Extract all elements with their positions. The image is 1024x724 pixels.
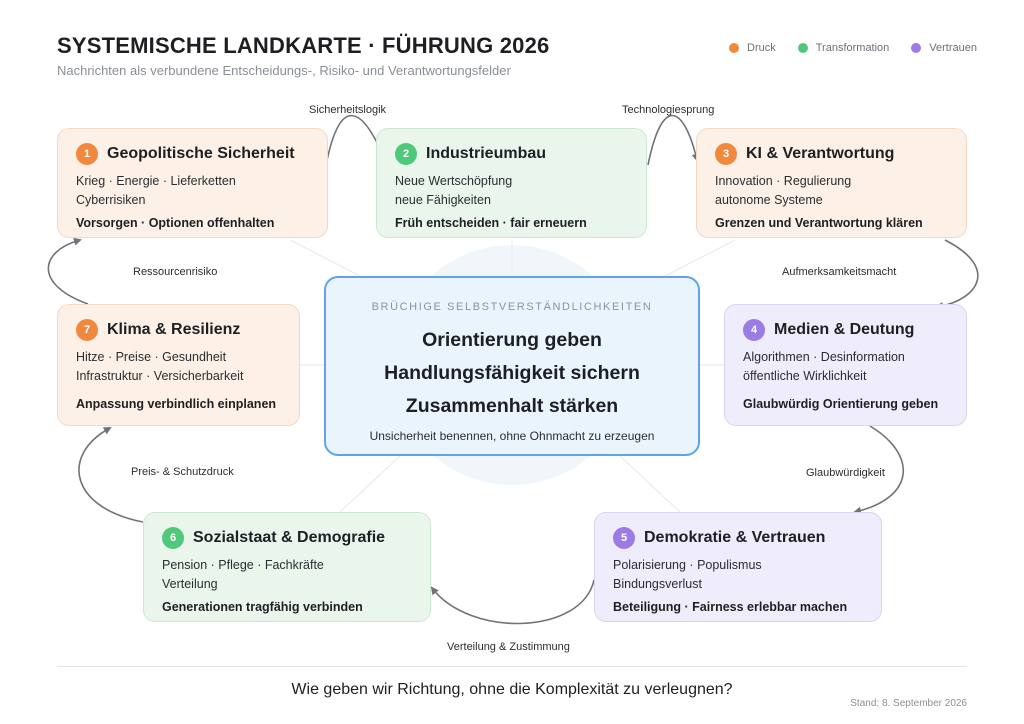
legend-label-vertrauen: Vertrauen [929, 42, 977, 54]
card-topic-line: Innovation · Regulierung [715, 174, 852, 188]
page-title: SYSTEMISCHE LANDKARTE · FÜHRUNG 2026 [57, 33, 550, 58]
card-action: Anpassung verbindlich einplanen [76, 397, 277, 411]
card-title: Sozialstaat & Demografie [193, 529, 386, 546]
arrow-c7-c1 [48, 240, 88, 304]
card-topic-line: autonome Systeme [715, 193, 823, 207]
center-line: Handlungsfähigkeit sichern [384, 362, 640, 384]
center-line: Orientierung geben [422, 329, 602, 351]
card-title: Medien & Deutung [774, 321, 915, 338]
connection-label-technologiesprung: Technologiesprung [622, 104, 715, 116]
center-line: Zusammenhalt stärken [405, 395, 619, 417]
connection-label-aufmerksamkeitsmacht: Aufmerksamkeitsmacht [782, 266, 897, 278]
card-title: Industrieumbau [426, 145, 547, 162]
arrow-c5-c6 [432, 580, 594, 623]
card-topic-line: Polarisierung · Populismus [613, 558, 762, 572]
card-topic-line: Infrastruktur · Versicherbarkeit [76, 369, 244, 383]
card-topic-line: Neue Wertschöpfung [395, 174, 513, 188]
card-action: Glaubwürdig Orientierung geben [743, 397, 939, 411]
card-topic-line: Krieg · Energie · Lieferketten [76, 174, 236, 188]
legend-label-druck: Druck [747, 42, 776, 54]
guiding-question: Wie geben wir Richtung, ohne die Komplexität zu verleugnen? [291, 681, 733, 698]
card-title: Demokratie & Vertrauen [644, 529, 826, 546]
card-title: Geopolitische Sicherheit [107, 145, 295, 162]
card-geopolitische-sicherheit[interactable] [57, 128, 328, 238]
card-action: Grenzen und Verantwortung klären [715, 216, 923, 230]
card-topic-line: Verteilung [162, 577, 218, 591]
card-medien-deutung[interactable] [724, 304, 967, 426]
card-topic-line: Pension · Pflege · Fachkräfte [162, 558, 324, 572]
connection-label-glaubwuerdigkeit: Glaubwürdigkeit [806, 467, 885, 479]
card-demokratie-vertrauen[interactable] [594, 512, 882, 622]
card-title: KI & Verantwortung [746, 145, 895, 162]
card-action: Vorsorgen · Optionen offenhalten [76, 216, 275, 230]
arrow-c2-c3 [648, 116, 697, 165]
card-number-badge: 3 [715, 143, 737, 165]
card-topic-line: Hitze · Preise · Gesundheit [76, 350, 227, 364]
connection-label-verteilung-zustimmung: Verteilung & Zustimmung [447, 641, 570, 653]
card-number-badge: 6 [162, 527, 184, 549]
card-topic-line: Algorithmen · Desinformation [743, 350, 905, 364]
card-sozialstaat-demografie[interactable] [143, 512, 431, 622]
legend-label-transformation: Transformation [815, 42, 890, 54]
page-subtitle: Nachrichten als verbundene Entscheidungs-, Risiko- und Verantwortungsfelder [57, 63, 511, 78]
card-number-badge: 4 [743, 319, 765, 341]
card-klima-resilienz[interactable] [57, 304, 300, 426]
center-box [324, 276, 700, 456]
card-action: Früh entscheiden · fair erneuern [395, 216, 587, 230]
card-number-badge: 5 [613, 527, 635, 549]
connection-label-preis-schutzdruck: Preis- & Schutzdruck [131, 466, 234, 478]
date-stamp: Stand: 8. September 2026 [850, 698, 967, 709]
card-topic-line: öffentliche Wirklichkeit [743, 369, 867, 383]
card-action: Beteiligung · Fairness erlebbar machen [613, 600, 848, 614]
card-ki-verantwortung[interactable] [696, 128, 967, 238]
card-title: Klima & Resilienz [107, 321, 241, 338]
connection-label-ressourcenrisiko: Ressourcenrisiko [133, 266, 218, 278]
card-number-badge: 7 [76, 319, 98, 341]
card-topic-line: neue Fähigkeiten [395, 193, 491, 207]
footer-divider [57, 666, 967, 667]
card-number-badge: 2 [395, 143, 417, 165]
center-note: Unsicherheit benennen, ohne Ohnmacht zu erzeugen [369, 429, 655, 443]
arrow-c3-c4 [937, 240, 978, 307]
card-topic-line: Bindungsverlust [613, 577, 702, 591]
card-action: Generationen tragfähig verbinden [162, 600, 363, 614]
center-eyebrow: BRÜCHIGE SELBSTVERSTÄNDLICHKEITEN [371, 301, 653, 313]
card-topic-line: Cyberrisiken [76, 193, 146, 207]
connection-label-sicherheitslogik: Sicherheitslogik [309, 104, 387, 116]
card-number-badge: 1 [76, 143, 98, 165]
card-industrieumbau[interactable] [376, 128, 647, 238]
